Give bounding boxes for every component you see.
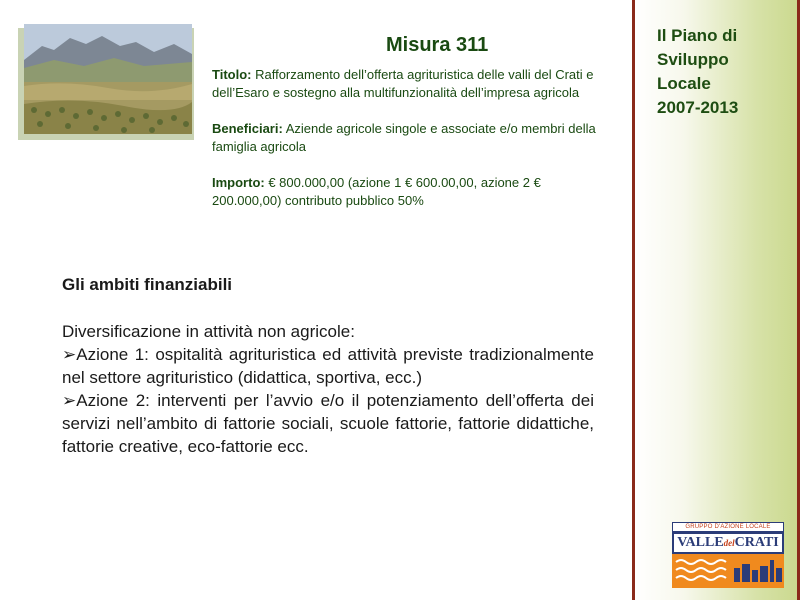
logo-crati: CRATI [734, 535, 779, 550]
sidebar [632, 0, 800, 600]
landscape-photo [24, 24, 192, 134]
bullet-arrow-icon: ➢ [62, 391, 77, 410]
slide-title: Misura 311 [386, 34, 489, 56]
importo-label: Importo: [212, 175, 265, 190]
logo-band [672, 532, 784, 554]
titolo-paragraph [212, 66, 612, 102]
logo-del: del [723, 538, 735, 548]
beneficiari-label: Beneficiari: [212, 121, 283, 136]
logo-top-text: GRUPPO D'AZIONE LOCALE [672, 522, 784, 532]
measure-info [212, 66, 612, 228]
sidebar-title [657, 24, 738, 120]
logo-waves-icon [672, 554, 784, 588]
azione-1-text: Azione 1: ospitalità agrituristica ed attività previste tradizionalmente nel settore agrituristico (didattica, sportiva, ecc.) [62, 345, 594, 387]
logo-main [672, 532, 784, 588]
azione-2-item [62, 389, 594, 458]
importo-text: € 800.000,00 (azione 1 € 600.00,00, azione 2 € 200.000,00) contributo pubblico 50% [212, 175, 541, 208]
titolo-text: Rafforzamento dell’offerta agrituristica delle valli del Crati e dell’Esaro e sostegno alla multifunzionalità dell’impresa agricola [212, 67, 594, 100]
logo-valle: VALLE [677, 535, 724, 550]
beneficiari-paragraph [212, 120, 612, 156]
titolo-label: Titolo: [212, 67, 252, 82]
sidebar-title-line-3: Locale [657, 74, 711, 93]
importo-paragraph [212, 174, 612, 210]
sidebar-title-line-2: Sviluppo [657, 50, 729, 69]
section-heading: Gli ambiti finanziabili [62, 275, 233, 294]
sidebar-title-line-4: 2007-2013 [657, 98, 739, 117]
body-text [62, 320, 594, 458]
intro-text: Diversificazione in attività non agricole: [62, 322, 355, 341]
sidebar-title-line-1: Il Piano di [657, 26, 738, 45]
bullet-arrow-icon: ➢ [62, 345, 77, 364]
gal-valle-del-crati-logo [672, 522, 784, 588]
beneficiari-text: Aziende agricole singole e associate e/o membri della famiglia agricola [212, 121, 596, 154]
azione-1-item [62, 343, 594, 389]
azione-2-text: Azione 2: interventi per l’avvio e/o il potenziamento dell’offerta dei servizi nell’ambito di fattorie sociali, scuole fattorie, fattorie didattiche, fattorie creative, eco-fattorie ecc. [62, 391, 594, 456]
